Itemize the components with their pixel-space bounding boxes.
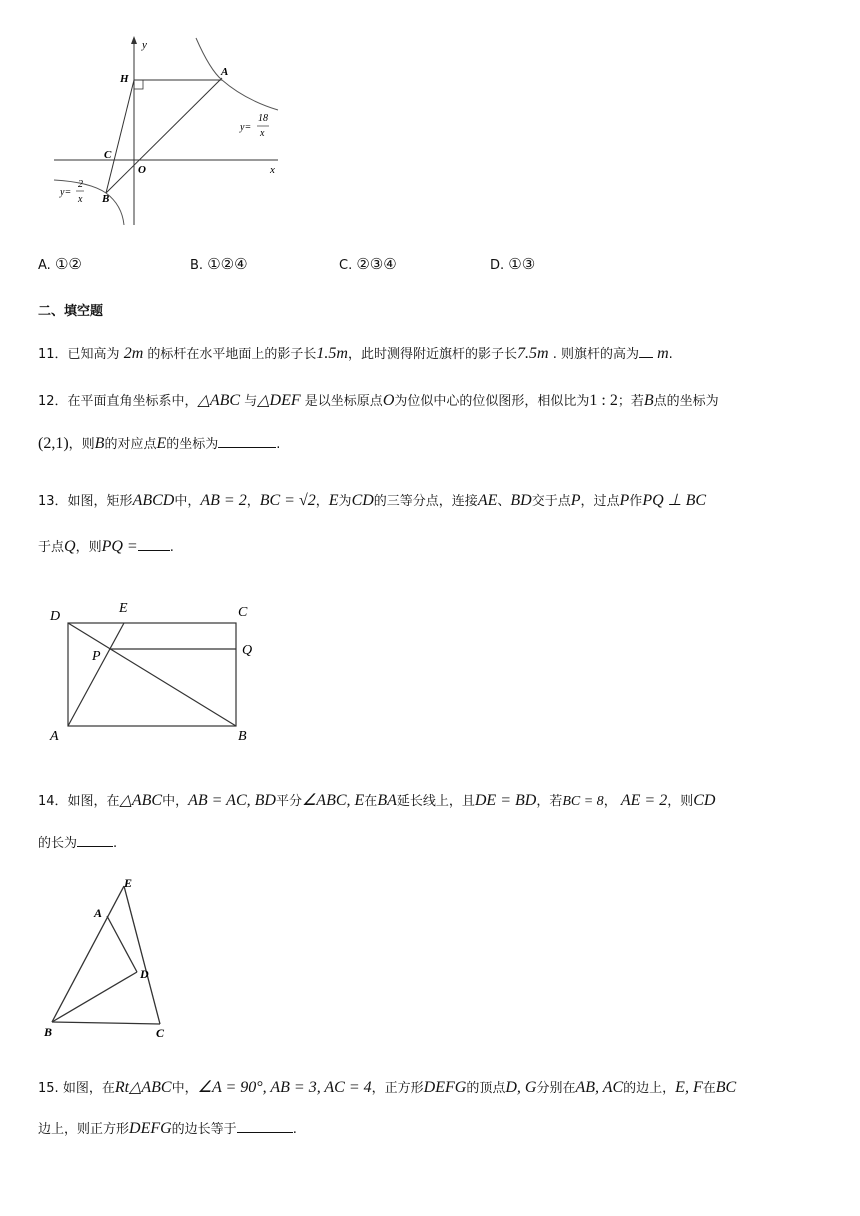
option-c: C. ②③④ — [339, 255, 397, 273]
fig14-label-c: C — [156, 1026, 165, 1040]
answer-blank-12[interactable] — [218, 435, 276, 448]
curve1-den: x — [260, 128, 265, 139]
fig13-label-d: D — [50, 609, 61, 624]
rectangle-figure — [42, 598, 272, 748]
curve2-lhs: y= — [60, 187, 72, 198]
question-15-line1: 15. 如图，在Rt△ABC中，∠A = 90°, AB = 3, AC = 4，正方形DEFG的顶点D, G分别在AB, AC的边上，E, F在BC — [38, 1079, 737, 1096]
point-h-label: H — [120, 73, 129, 85]
question-14-line1: 14．如图，在△ABC中，AB = AC, BD平分∠ABC, E在BA延长线上，且DE = BD，若BC = 8， AE = 2，则CD — [38, 792, 716, 809]
answer-blank-14[interactable] — [77, 834, 113, 847]
option-c-text: ②③④ — [356, 255, 397, 273]
question-15-line2: 边上，则正方形DEFG的边长等于 . — [38, 1120, 297, 1137]
fig13-label-p: P — [92, 649, 101, 664]
question-13-line2: 于点Q，则PQ = . — [38, 538, 174, 555]
y-axis-label: y — [142, 39, 147, 51]
fig13-label-c: C — [238, 605, 248, 620]
option-b-text: ①②④ — [207, 255, 248, 273]
triangle-figure — [40, 874, 180, 1044]
answer-blank-15[interactable] — [237, 1120, 293, 1133]
point-b-label: B — [102, 193, 110, 205]
question-14-line2: 的长为 . — [38, 836, 118, 851]
option-d: D. ①③ — [490, 255, 536, 273]
option-a: A. ①② — [38, 255, 82, 273]
fig13-label-a: A — [50, 729, 59, 744]
curve2-den: x — [78, 194, 83, 205]
curve1-lhs: y= — [240, 122, 252, 133]
option-b: B. ①②④ — [190, 255, 248, 273]
question-12-line2: (2,1)，则B的对应点E的坐标为 . — [38, 435, 281, 452]
fig14-label-e: E — [124, 876, 133, 890]
curve2-num: 2 — [78, 179, 83, 190]
x-axis-label: x — [270, 164, 275, 176]
question-13-line1: 13．如图，矩形ABCD中，AB = 2，BC = √2，E为CD的三等分点，连接AE、BD交于点P，过点P作PQ ⊥ BC — [38, 492, 707, 509]
origin-label: O — [138, 164, 146, 176]
fig14-label-d: D — [140, 967, 149, 981]
point-a-label: A — [221, 66, 229, 78]
question-11: 11．已知高为 2m 的标杆在水平地面上的影子长1.5m，此时测得附近旗杆的影子长7.5m . 则旗杆的高为 m. — [38, 345, 673, 362]
option-d-text: ①③ — [508, 255, 536, 273]
question-12-line1: 12．在平面直角坐标系中，△ABC 与△DEF 是以坐标原点O为位似中心的位似图形，相似比为1 : 2；若B点的坐标为 — [38, 392, 719, 409]
fig14-label-b: B — [44, 1025, 53, 1039]
hyperbola-figure — [50, 30, 290, 230]
curve1-num: 18 — [258, 113, 268, 124]
fig13-label-b: B — [238, 729, 247, 744]
fig13-label-e: E — [119, 601, 128, 616]
fig14-label-a: A — [94, 906, 103, 920]
option-a-text: ①② — [54, 255, 82, 273]
answer-blank-11[interactable] — [639, 345, 653, 358]
section-title: 二、填空题 — [38, 304, 104, 319]
point-c-label: C — [104, 149, 112, 161]
answer-blank-13[interactable] — [138, 538, 170, 551]
fig13-label-q: Q — [242, 643, 253, 658]
